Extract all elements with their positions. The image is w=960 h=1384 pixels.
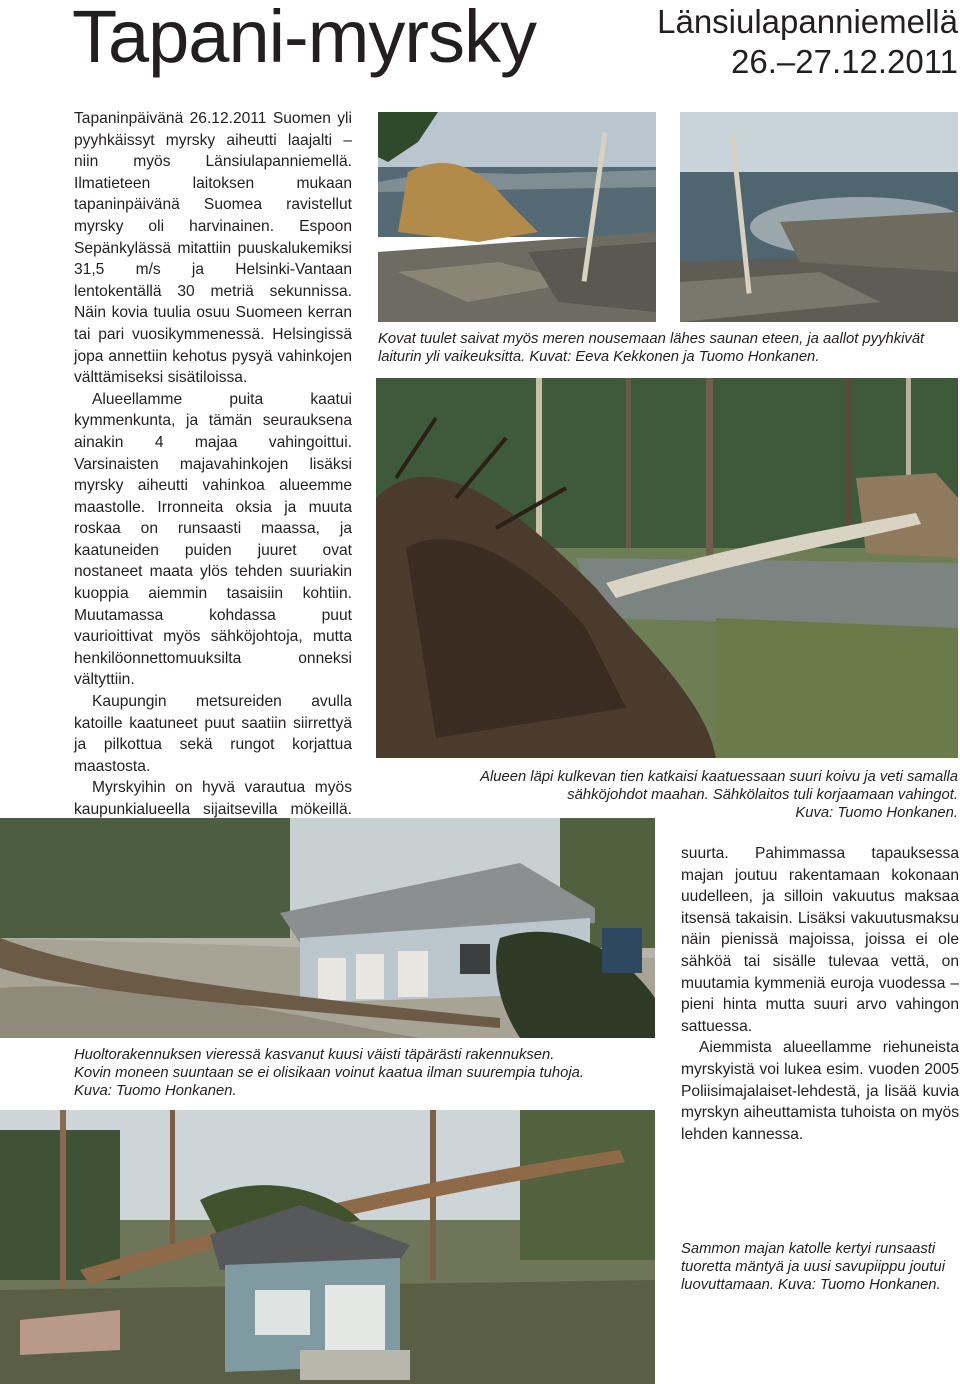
photo-fallen-birch [376,378,958,758]
caption-building [74,1046,654,1100]
photo-maintenance-building [0,818,655,1038]
paragraph: Aiemmista alueellamme riehuneista myrskyistä voi lukea esim. vuoden 2005 Poliisimajalaiset-lehdestä, ja lisää kuvia myrskyn aiheuttamista tuhoista on myös lehden kannessa. [681,1039,959,1143]
caption-sea: Kovat tuulet saivat myös meren nousemaan lähes saunan eteen, ja aallot pyyhkivät laiturin yli vaikeuksitta. Kuvat: Eeva Kekkonen ja Tuomo Honkanen. [378,331,925,365]
photo-cabin [0,1110,655,1384]
caption-building-line: Kovin moneen suuntaan se ei olisikaan voinut kaatua ilman suurempia tuhoja. [74,1065,584,1081]
article-column-right [681,843,959,1145]
page-title: Tapani-myrsky [72,0,536,78]
caption-birch-line: Alueen läpi kulkevan tien katkaisi kaatuessaan suuri koivu ja veti samalla [480,769,958,785]
page-subtitle [657,2,958,82]
article-column-left [74,108,352,907]
paragraph: Tapaninpäivänä 26.12.2011 Suomen yli pyyhkäissyt myrsky aiheutti laajalti – niin myös Länsiulapanniemellä. Ilmatieteen laitoksen mukaan tapaninpäivänä Suomea ravistellut myrsky oli harvinainen. Espoon Sepänkylässä mitattiin puuskalukemiksi 31,5 m/s ja Helsinki-Vantaan lentokentällä 30 metriä sekunnissa. Näin kovia tuulia osuu Suomeen kerran tai pari vuosikymmenessä. Helsingissä jopa annettiin kehotus pysyä vahinkojen välttämiseksi sisätiloissa. [74,110,352,387]
paragraph: Myrskyihin on hyvä varautua myös kaupunkialueella sijaitsevilla mökeillä. [74,779,352,818]
caption-birch-line: Kuva: Tuomo Honkanen. [795,805,958,821]
caption-building-line: Kuva: Tuomo Honkanen. [74,1083,237,1099]
caption-birch-line: sähköjohdot maahan. Sähkölaitos tuli korjaamaan vahingot. [567,787,958,803]
caption-birch [378,768,958,822]
photo-shore-left [378,112,656,322]
paragraph: Alueellamme puita kaatui kymmenkunta, ja tämän seurauksena ainakin 4 majaa vahingoittui. Varsinaisten majavahinkojen lisäksi myrsky aiheutti vahinkoa alueemme maastolle. Irronneita oksia ja muuta roskaa on runsaasti maassa, ja kaatuneiden puiden juuret ovat nostaneet maata ylös tehden suuriakin kuoppia aiemmin tasaisiin kohtiin. Muutamassa kohdassa puut vaurioittivat myös sähköjohtoja, mutta henkilöonnettomuuksilta onneksi vältyttiin. [74,390,352,689]
paragraph: suurta. Pahimmassa tapauksessa majan joutuu rakentamaan kokonaan uudelleen, ja silloin vakuutus maksaa itsensä takaisin. Lisäksi vakuutusmaksu näin pienissä majoissa, joissa ei ole sähköä tai sisälle tulevaa vettä, on muutamia kymmeniä euroja vuodessa – pieni hinta mutta suuri arvo vahingon sattuessa. [681,845,959,1035]
photo-shore-right [680,112,958,322]
paragraph: Kaupungin metsureiden avulla katoille kaatuneet puut saatiin siirrettyä ja pilkottua sekä rungot korjattua maastosta. [74,693,352,775]
subtitle-location: Länsiulapanniemellä [657,3,958,40]
caption-building-line: Huoltorakennuksen vieressä kasvanut kuusi väisti täpärästi rakennuksen. [74,1047,555,1063]
subtitle-date: 26.–27.12.2011 [731,43,958,80]
caption-cabin: Sammon majan katolle kertyi runsaasti tuoretta mäntyä ja uusi savupiippu joutui luovuttamaan. Kuva: Tuomo Honkanen. [681,1241,946,1293]
